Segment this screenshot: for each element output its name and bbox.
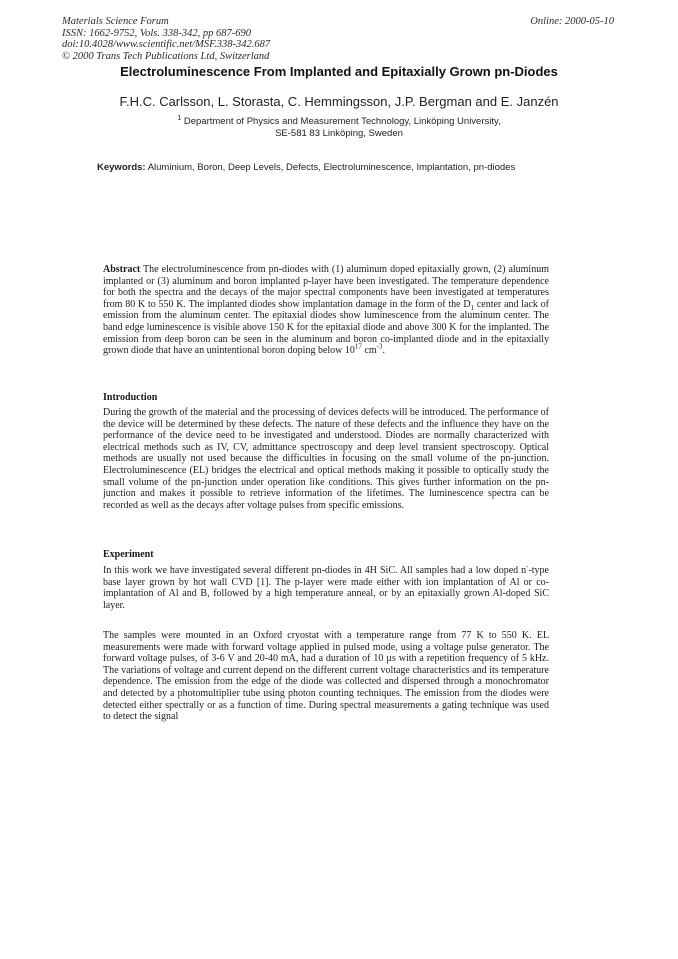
copyright-line: © 2000 Trans Tech Publications Ltd, Switzerland (62, 50, 270, 62)
keywords-label: Keywords: (97, 162, 146, 173)
experiment-paragraph-2: The samples were mounted in an Oxford cryostat with a temperature range from 77 K to 550 K. EL measurements were made with forward voltage applied in pulsed mode, using a voltage pulse generator. The forward voltage pulses, of 3-6 V and 20-40 mA, had a duration of 10 µs with a repetition frequency of 5 kHz. The variations of voltage and current depend on the different current voltage characteristics and its temperature dependence. The emission from the edge of the diode was collected and dispersed through a monochromator and detected by a photomultiplier tube using photon counting techniques. The emission from the diodes were detected either spectrally or as a function of time. During spectral measurements a gating technique was used to detect the signal (103, 630, 549, 723)
doi-line: doi:10.4028/www.scientific.net/MSF.338-342.687 (62, 39, 271, 50)
experiment-p1-text-a: In this work we have investigated several different pn-diodes in 4H SiC. All samples had a low doped n (103, 565, 527, 576)
experiment-p1-superscript: - (526, 562, 529, 571)
abstract-end: . (382, 345, 385, 357)
abstract-subscript: 1 (470, 303, 475, 312)
abstract-text-a: The electroluminescence from pn-diodes with (1) aluminum doped epitaxially grown, (2) aluminum implanted or (3) aluminum and boron implanted p-layer have been investigated. The temperature dependence for both the spectra and the decays of the major spectral components have been investigated at temperatures from 80 K to 550 K. The implanted diodes show implantation damage in the form of the D (103, 264, 549, 310)
affiliation-line-1: Department of Physics and Measurement Technology, Linköping University, (183, 116, 501, 127)
experiment-paragraph-1 (103, 562, 549, 611)
introduction-heading: Introduction (103, 392, 158, 403)
keywords (97, 162, 537, 174)
publication-info (62, 16, 270, 62)
abstract-text-b: center and lack of emission from the aluminum center. The epitaxial diodes show luminescence from the aluminum center. The band edge luminescence is visible above 150 K for the epitaxial diode and above 300 K for the implanted. The emission from deep boron can be seen in the aluminum and boron co-implanted diode and in the epitaxially grown diode that have an unintentional boron doping below 10 (103, 298, 549, 357)
abstract (103, 264, 549, 357)
introduction-text: During the growth of the material and the processing of devices defects will be introduced. The performance of the device will be determined by these defects. The nature of these defects and the influence they have on the performance of the device need to be investigated and understood. Diodes are normally characterized with electrical methods such as IV, CV, admittance spectroscopy and deep level transient spectroscopy. Optical methods are usually not used because the difficulties in focusing on the small volume of the pn-junction. Electroluminescence (EL) bridges the electrical and optical methods making it possible to optically study the small volume of the pn-junction under operation like conditions. This gives further information on the pn-junction and makes it possible to retrieve information of the lifetimes. The luminescence spectra can be recorded as well as the decays after voltage pulses from specific emissions. (103, 407, 549, 511)
experiment-p1-text-b: -type base layer grown by hot wall CVD [1]. The p-layer were made either with ion implantation of Al or co-implantation of Al and B, followed by a high temperature anneal, or by an epitaxially grown Al-doped SiC layer. (103, 565, 549, 611)
author-list: F.H.C. Carlsson, L. Storasta, C. Hemmingsson, J.P. Bergman and E. Janzén (119, 94, 559, 109)
online-date: Online: 2000-05-10 (530, 16, 614, 27)
keywords-text: Aluminium, Boron, Deep Levels, Defects, Electroluminescence, Implantation, pn-diodes (147, 162, 516, 173)
experiment-heading: Experiment (103, 549, 154, 560)
affiliation (0, 116, 678, 140)
abstract-unit: cm (361, 345, 377, 357)
paper-title: Electroluminescence From Implanted and Epitaxially Grown pn-Diodes (120, 64, 558, 79)
abstract-label: Abstract (103, 264, 141, 275)
affiliation-line-2: SE-581 83 Linköping, Sweden (275, 128, 403, 139)
abstract-exponent-2: -3 (376, 342, 383, 351)
journal-name: Materials Science Forum (62, 16, 169, 27)
issn-line: ISSN: 1662-9752, Vols. 338-342, pp 687-690 (62, 27, 251, 39)
affiliation-mark: 1 (177, 114, 182, 122)
abstract-exponent-1: 17 (354, 342, 362, 351)
